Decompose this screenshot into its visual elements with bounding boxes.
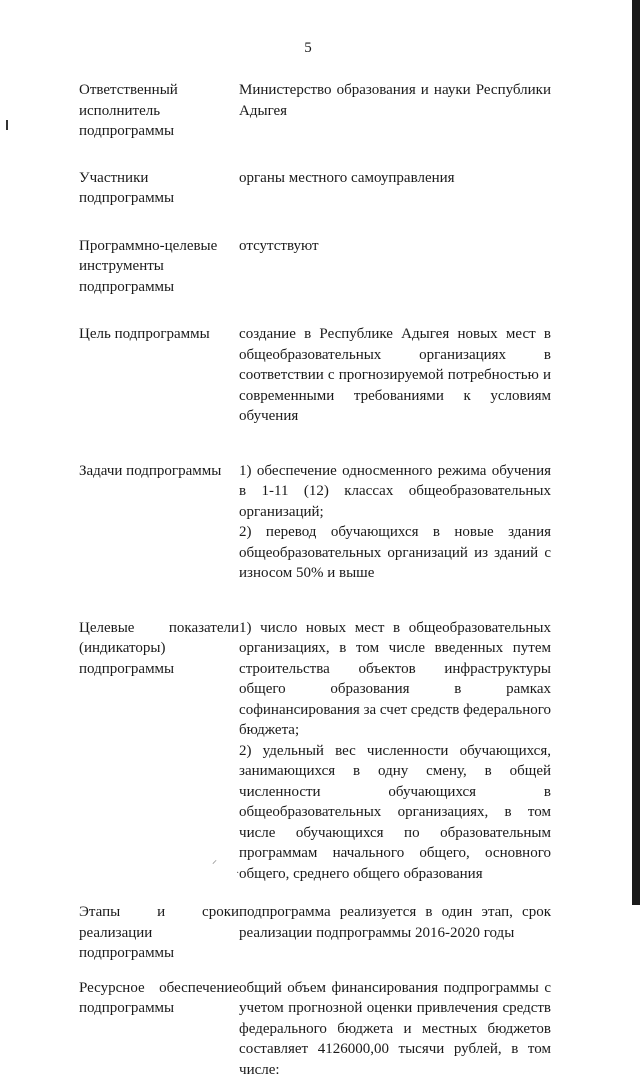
- row-label: Целевые показатели (индикаторы) подпрограммы: [79, 618, 239, 885]
- table-row: [79, 461, 551, 584]
- value-paragraph: 1) обеспечение односменного режима обучения в 1-11 (12) классах общеобразовательных организаций;: [239, 461, 551, 523]
- row-label: Ответственный исполнитель подпрограммы: [79, 80, 239, 142]
- row-label: Программно-целевые инструменты подпрограммы: [79, 236, 239, 298]
- row-value: [239, 902, 551, 964]
- table-row: [79, 168, 551, 209]
- value-paragraph: органы местного самоуправления: [239, 168, 551, 189]
- scan-edge: [632, 0, 640, 905]
- table-row: [79, 80, 551, 142]
- table-row: [79, 902, 551, 964]
- row-label: Участники подпрограммы: [79, 168, 239, 209]
- value-paragraph: создание в Республике Адыгея новых мест в общеобразовательных организациях в соответствии с прогнозируемой потребностью и современными требованиями к условиям обучения: [239, 324, 551, 427]
- value-paragraph: 2) удельный вес численности обучающихся, занимающихся в одну смену, в общей численности обучающихся в общеобразовательных организациях, в том числе обучающихся по образовательным программам начального общего, основного общего, среднего общего образования: [239, 741, 551, 885]
- table-row: [79, 978, 551, 1080]
- subprogram-passport-table: [79, 80, 551, 1080]
- row-value: [239, 236, 551, 298]
- value-paragraph: 1) число новых мест в общеобразовательных организациях, в том числе введенных путем строительства объектов инфраструктуры общего образования в рамках софинансирования за счет средств федерального бюджета;: [239, 618, 551, 741]
- value-paragraph: отсутствуют: [239, 236, 551, 257]
- row-value: [239, 978, 551, 1080]
- row-label: Ресурсное обеспечение подпрограммы: [79, 978, 239, 1080]
- row-value: [239, 80, 551, 142]
- margin-mark: [6, 120, 8, 130]
- row-label: Задачи подпрограммы: [79, 461, 239, 584]
- value-paragraph: 2) перевод обучающихся в новые здания общеобразовательных организаций из зданий с износом 50% и выше: [239, 522, 551, 584]
- page-number: 5: [0, 40, 616, 57]
- scan-artifact: ·: [236, 868, 239, 879]
- row-value: [239, 618, 551, 885]
- table-row: [79, 618, 551, 885]
- scan-artifact: ⸝: [212, 852, 217, 866]
- table-row: [79, 236, 551, 298]
- value-paragraph: общий объем финансирования подпрограммы с учетом прогнозной оценки привлечения средств федерального бюджета и местных бюджетов составляет 4126000,00 тысячи рублей, в том числе:: [239, 978, 551, 1080]
- value-paragraph: Министерство образования и науки Республики Адыгея: [239, 80, 551, 121]
- row-value: [239, 461, 551, 584]
- row-label: Этапы и сроки реализации подпрограммы: [79, 902, 239, 964]
- row-value: [239, 324, 551, 427]
- row-value: [239, 168, 551, 209]
- table-row: [79, 324, 551, 427]
- row-label: Цель подпрограммы: [79, 324, 239, 427]
- value-paragraph: подпрограмма реализуется в один этап, срок реализации подпрограммы 2016-2020 годы: [239, 902, 551, 943]
